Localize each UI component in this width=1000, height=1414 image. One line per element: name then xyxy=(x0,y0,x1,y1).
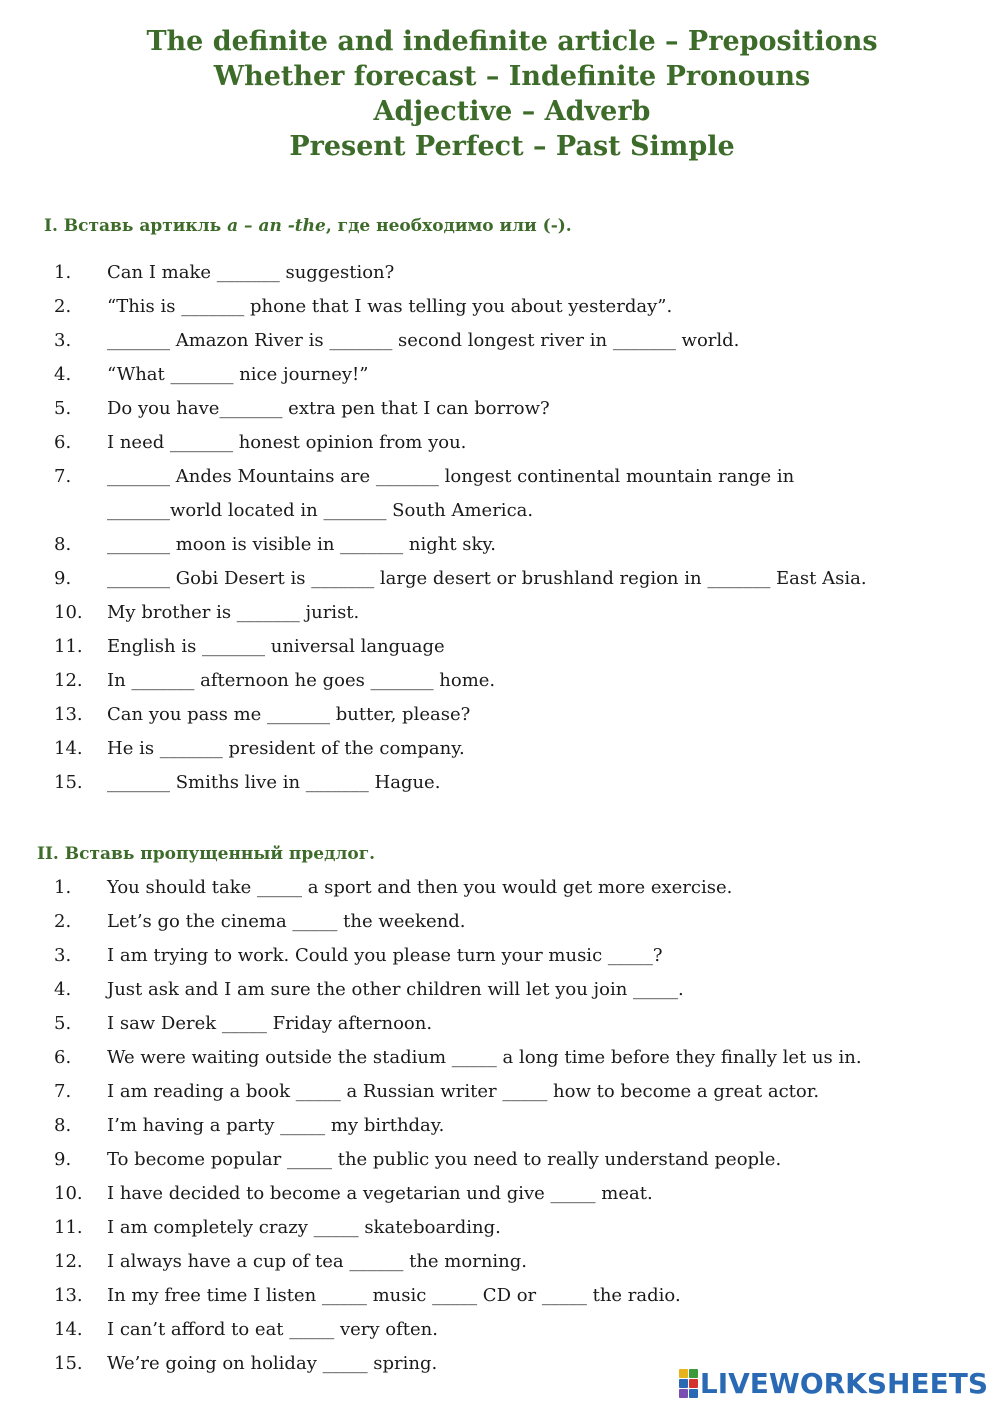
item-number: 4. xyxy=(54,364,72,385)
item-number: 3. xyxy=(54,330,72,351)
item-number: 4. xyxy=(54,979,72,1000)
liveworksheets-logo-text: LIVEWORKSHEETS xyxy=(699,1367,988,1400)
item-text: I can’t afford to eat _____ very often. xyxy=(107,1319,438,1340)
item-number: 2. xyxy=(54,911,72,932)
worksheet-title xyxy=(0,24,1000,164)
title-line-1: The definite and indefinite article – Prepositions xyxy=(146,26,878,57)
item-number: 1. xyxy=(54,262,72,283)
logo-tile xyxy=(689,1369,698,1378)
item-number: 3. xyxy=(54,945,72,966)
item-text: _______ Gobi Desert is _______ large desert or brushland region in _______ East Asia. xyxy=(107,568,867,589)
item-text: I need _______ honest opinion from you. xyxy=(107,432,467,453)
item-number: 7. xyxy=(54,466,72,487)
item-text: _______ Smiths live in _______ Hague. xyxy=(107,772,441,793)
item-text: I am trying to work. Could you please turn your music _____? xyxy=(107,945,663,966)
item-text: I always have a cup of tea ______ the morning. xyxy=(107,1251,528,1272)
title-line-3: Adjective – Adverb xyxy=(373,96,651,127)
item-text: Do you have_______ extra pen that I can borrow? xyxy=(107,398,550,419)
item-number: 9. xyxy=(54,1149,72,1170)
item-text: In _______ afternoon he goes _______ home. xyxy=(107,670,496,691)
item-number: 6. xyxy=(54,432,72,453)
item-number: 14. xyxy=(54,738,83,759)
item-text: Just ask and I am sure the other children will let you join _____. xyxy=(107,979,684,1000)
item-text: To become popular _____ the public you need to really understand people. xyxy=(107,1149,782,1170)
item-number: 10. xyxy=(54,1183,83,1204)
section-2-heading: II. Вставь пропущенный предлог. xyxy=(37,844,376,864)
item-text: We’re going on holiday _____ spring. xyxy=(107,1353,438,1374)
logo-tile xyxy=(679,1369,688,1378)
item-text: Can you pass me _______ butter, please? xyxy=(107,704,471,725)
item-number: 1. xyxy=(54,877,72,898)
item-number: 9. xyxy=(54,568,72,589)
item-text: I’m having a party _____ my birthday. xyxy=(107,1115,445,1136)
item-number: 5. xyxy=(54,398,72,419)
item-text: “This is _______ phone that I was telling you about yesterday”. xyxy=(107,296,673,317)
item-text: I am reading a book _____ a Russian writer _____ how to become a great actor. xyxy=(107,1081,820,1102)
item-text: Let’s go the cinema _____ the weekend. xyxy=(107,911,466,932)
item-number: 14. xyxy=(54,1319,83,1340)
item-number: 13. xyxy=(54,1285,83,1306)
item-number: 13. xyxy=(54,704,83,725)
item-text: In my free time I listen _____ music _____ CD or _____ the radio. xyxy=(107,1285,681,1306)
item-text: I am completely crazy _____ skateboarding. xyxy=(107,1217,501,1238)
item-number: 6. xyxy=(54,1047,72,1068)
item-text: _______ Andes Mountains are _______ longest continental mountain range in xyxy=(107,466,795,487)
item-number: 10. xyxy=(54,602,83,623)
item-text: “What _______ nice journey!” xyxy=(107,364,369,385)
logo-tile xyxy=(689,1379,698,1388)
item-text: We were waiting outside the stadium _____ a long time before they finally let us in. xyxy=(107,1047,862,1068)
item-text: I have decided to become a vegetarian und give _____ meat. xyxy=(107,1183,653,1204)
section-1-heading xyxy=(44,216,572,236)
item-text: My brother is _______ jurist. xyxy=(107,602,360,623)
item-text: _______ moon is visible in _______ night sky. xyxy=(107,534,496,555)
item-text: English is _______ universal language xyxy=(107,636,445,657)
item-number: 12. xyxy=(54,1251,83,1272)
item-number: 11. xyxy=(54,636,83,657)
section-1-heading-suffix: , где необходимо или (-). xyxy=(325,216,572,236)
item-text: You should take _____ a sport and then you would get more exercise. xyxy=(107,877,733,898)
item-number: 8. xyxy=(54,534,72,555)
logo-tile xyxy=(679,1379,688,1388)
item-number: 5. xyxy=(54,1013,72,1034)
item-number: 15. xyxy=(54,1353,83,1374)
logo-tile xyxy=(689,1389,698,1398)
item-number: 12. xyxy=(54,670,83,691)
item-text: I saw Derek _____ Friday afternoon. xyxy=(107,1013,433,1034)
item-number: 7. xyxy=(54,1081,72,1102)
liveworksheets-logo xyxy=(679,1367,988,1400)
item-text: He is _______ president of the company. xyxy=(107,738,465,759)
section-1-heading-prefix: I. Вставь артикль xyxy=(44,216,228,236)
logo-tile xyxy=(679,1389,688,1398)
liveworksheets-logo-icon xyxy=(679,1369,698,1398)
item-number: 15. xyxy=(54,772,83,793)
item-text: _______world located in _______ South America. xyxy=(107,500,534,521)
title-line-2: Whether forecast – Indefinite Pronouns xyxy=(213,61,811,92)
item-text: Can I make _______ suggestion? xyxy=(107,262,395,283)
item-number: 2. xyxy=(54,296,72,317)
section-1-heading-italic: a – an -the xyxy=(227,216,326,236)
item-number: 11. xyxy=(54,1217,83,1238)
title-line-4: Present Perfect – Past Simple xyxy=(289,131,735,162)
item-number: 8. xyxy=(54,1115,72,1136)
item-text: _______ Amazon River is _______ second longest river in _______ world. xyxy=(107,330,740,351)
